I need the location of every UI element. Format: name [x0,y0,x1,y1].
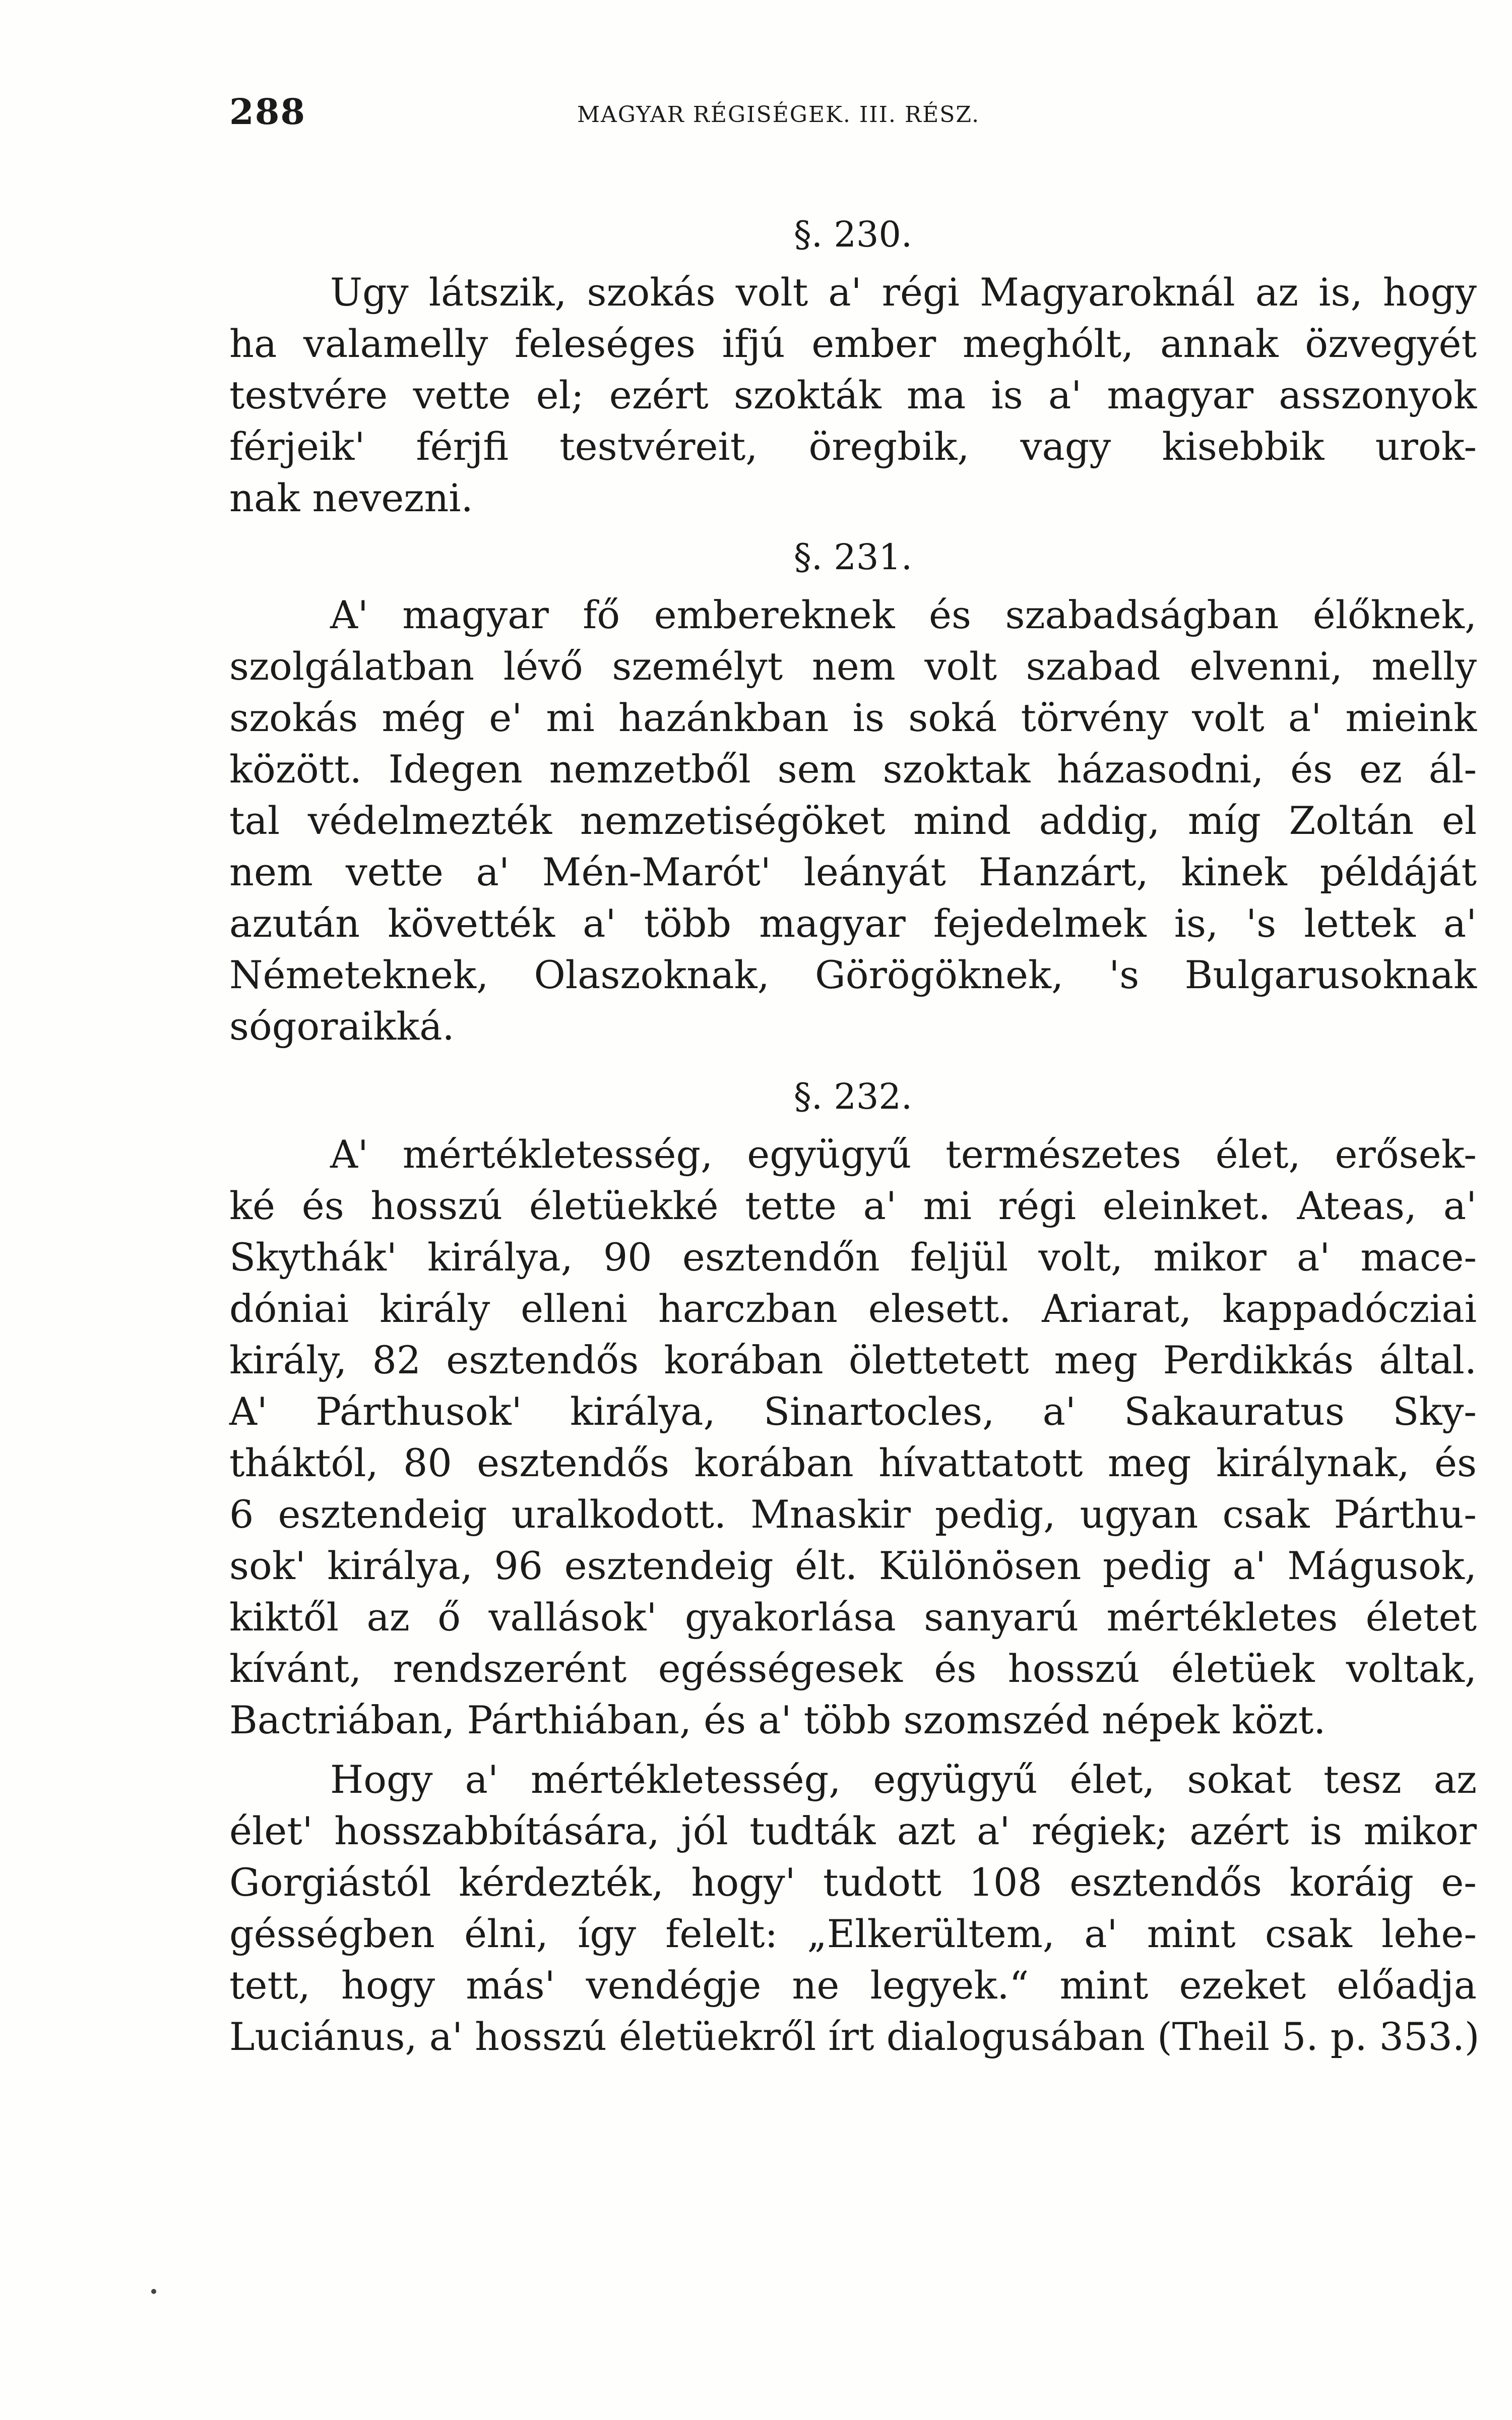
text-line: tett, hogy más' vendégje ne legyek.“ mint ezeket előadja [229,1963,1477,2008]
text-line: élet' hosszabbítására, jól tudták azt a' régiek; azért is mikor [229,1808,1477,1853]
text-line: Gorgiástól kérdezték, hogy' tudott 108 esztendős koráig e- [229,1860,1477,1905]
text-line: szolgálatban lévő személyt nem volt szabad elvenni, melly [229,644,1477,689]
page-header [0,91,1512,141]
text-line: Skythák' királya, 90 esztendőn feljül volt, mikor a' mace- [229,1235,1477,1280]
text-line: király, 82 esztendős korában ölettetett meg Perdikkás által. [229,1338,1477,1382]
section-number: §. 231. [793,536,913,578]
text-line: kiktől az ő vallások' gyakorlása sanyarú mértékletes életet [229,1595,1477,1640]
text-line: sok' királya, 96 esztendeig élt. Különösen pedig a' Mágusok, [229,1543,1477,1588]
section-number: §. 232. [793,1076,913,1117]
text-line: dóniai király elleni harczban elesett. Ariarat, kappadócziai [229,1286,1477,1331]
text-line: tháktól, 80 esztendős korában hívattatott meg királynak, és [229,1440,1477,1485]
text-line: A' Párthusok' királya, Sinartocles, a' Sakauratus Sky- [229,1389,1477,1434]
text-line: nak nevezni. [229,475,473,520]
text-line: A' mértékletesség, együgyű természetes élet, erősek- [330,1132,1477,1177]
text-line: ha valamelly feleséges ifjú ember meghólt, annak özvegyét [229,321,1477,366]
text-line: ké és hosszú életüekké tette a' mi régi eleinket. Ateas, a' [229,1183,1477,1228]
text-line: A' magyar fő embereknek és szabadságban élőknek, [330,592,1477,637]
ink-speck [151,2289,156,2294]
text-line: szokás még e' mi hazánkban is soká törvény volt a' mieink [229,695,1477,740]
text-line: gésségben élni, így felelt: „Elkerültem, a' mint csak lehe- [229,1911,1477,1956]
text-line: 6 esztendeig uralkodott. Mnaskir pedig, ugyan csak Párthu- [229,1492,1477,1537]
text-line: Ugy látszik, szokás volt a' régi Magyaroknál az is, hogy [330,270,1477,315]
page-number: 288 [229,91,306,133]
text-line: sógoraikká. [229,1004,455,1049]
text-line: Luciánus, a' hosszú életüekről írt dialogusában (Theil 5. p. 353.) [229,2014,1480,2059]
text-line: tal védelmezték nemzetiségöket mind addig, míg Zoltán el [229,798,1477,843]
text-line: Hogy a' mértékletesség, együgyű élet, sokat tesz az [330,1757,1477,1802]
text-line: Bactriában, Párthiában, és a' több szomszéd népek közt. [229,1698,1326,1742]
text-line: azután követték a' több magyar fejedelmek is, 's lettek a' [229,901,1477,946]
text-line: nem vette a' Mén-Marót' leányát Hanzárt, kinek példáját [229,850,1477,894]
section-number: §. 230. [793,214,913,255]
text-line: testvére vette el; ezért szokták ma is a' magyar asszonyok [229,373,1477,417]
text-line: férjeik' férjfi testvéreit, öregbik, vagy kisebbik urok- [229,424,1477,469]
text-line: Németeknek, Olaszoknak, Görögöknek, 's Bulgarusoknak [229,952,1477,997]
text-line: kívánt, rendszerént egésségesek és hosszú életüek voltak, [229,1646,1477,1691]
text-line: között. Idegen nemzetből sem szoktak házasodni, és ez ál- [229,747,1477,792]
running-head: MAGYAR RÉGISÉGEK. III. RÉSZ. [577,102,980,128]
